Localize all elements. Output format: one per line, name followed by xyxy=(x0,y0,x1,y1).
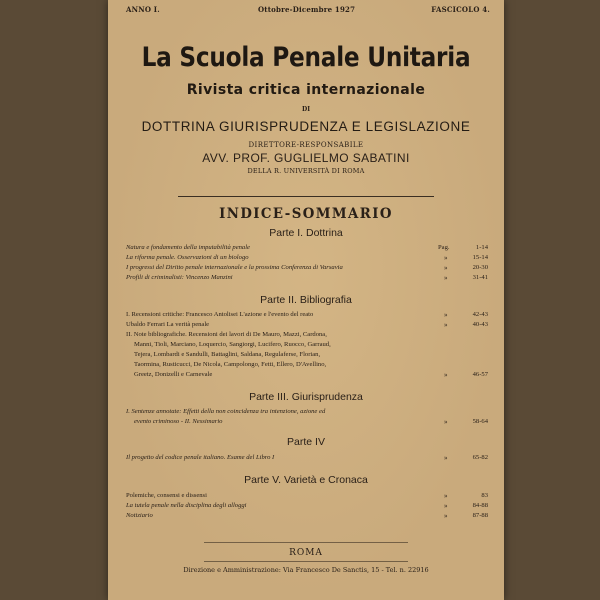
entry-pages: 65-82 xyxy=(472,454,488,461)
index-entry: I. Recensioni critiche: Francesco Antolisei L'azione e l'evento del reato xyxy=(126,311,314,318)
ditto-mark: » xyxy=(444,418,448,426)
entry-pages: 58-64 xyxy=(472,418,488,425)
index-entry: Taormina, Rusticucci, De Nicola, Campolongo, Fetti, Ellero, D'Avellino, xyxy=(134,361,327,368)
entry-pages: 20-30 xyxy=(472,264,488,271)
part-title: Parte IV xyxy=(287,436,325,448)
index-entry: La tutela penale nella disciplina degli alloggi xyxy=(126,502,247,509)
entry-pages: 1-14 xyxy=(475,244,488,251)
fascicolo-label: FASCICOLO 4. xyxy=(431,5,490,14)
entry-pages: 84-88 xyxy=(472,502,488,509)
index-heading: INDICE-SOMMARIO xyxy=(219,206,393,222)
index-entry: Tejera, Lombardi e Sandulli, Battaglini, Saldana, Regulaferse, Florian, xyxy=(134,351,321,358)
journal-title: La Scuola Penale Unitaria xyxy=(141,42,471,73)
journal-cover-page xyxy=(108,0,504,600)
ditto-mark: » xyxy=(444,311,448,319)
index-entry: Profili di criminalisti: Vincenzo Manzini xyxy=(126,274,233,281)
index-entry: Greetz, Donizelli e Carnevale xyxy=(134,371,213,378)
index-entry: Manni, Tioli, Marciano, Loquercio, Sangiorgi, Lucifero, Ruocco, Garraud, xyxy=(134,341,331,348)
part-title: Parte I. Dottrina xyxy=(269,227,343,239)
issue-period: Ottobre-Dicembre 1927 xyxy=(258,5,356,14)
index-entry: evento criminoso - II. Nessimario xyxy=(134,418,223,425)
ditto-mark: » xyxy=(444,371,448,379)
journal-subtitle: Rivista critica internazionale xyxy=(186,82,426,98)
index-entry: I. Sentenze annotate: Effetti della non coincidenza tra intenzione, azione ed xyxy=(126,408,326,415)
entry-pages: 15-14 xyxy=(472,254,488,261)
index-entry: I progressi del Diritto penale internazionale e la prossima Conferenza di Varsavia xyxy=(126,264,343,271)
part-title: Parte V. Varietà e Cronaca xyxy=(244,474,368,486)
part-title: Parte II. Bibliografia xyxy=(260,294,352,306)
disciplines-line: DOTTRINA GIURISPRUDENZA E LEGISLAZIONE xyxy=(141,119,471,134)
part-title: Parte III. Giurisprudenza xyxy=(249,391,363,403)
entry-pages: 40-43 xyxy=(472,321,488,328)
ditto-mark: » xyxy=(444,492,448,500)
director-label: DIRETTORE-RESPONSABILE xyxy=(248,141,364,149)
ditto-mark: » xyxy=(444,321,448,329)
ditto-mark: » xyxy=(444,254,448,262)
ditto-mark: » xyxy=(444,264,448,272)
index-entry: Polemiche, consensi e dissensi xyxy=(126,492,207,499)
entry-pages: 87-88 xyxy=(472,512,488,519)
ditto-mark: » xyxy=(444,502,448,510)
ditto-mark: » xyxy=(444,512,448,520)
volume-label: ANNO I. xyxy=(126,5,160,14)
director-affiliation: DELLA R. UNIVERSITÀ DI ROMA xyxy=(247,167,365,175)
index-entry: Notiziario xyxy=(126,512,153,519)
index-entry: Ubaldo Ferrari La verità penale xyxy=(126,321,210,328)
masthead-di: DI xyxy=(301,106,310,113)
entry-pages: 42-43 xyxy=(472,311,488,318)
ditto-mark: » xyxy=(444,274,448,282)
director-name: AVV. PROF. GUGLIELMO SABATINI xyxy=(202,151,410,165)
pag-label: Pag. xyxy=(438,244,450,251)
footer-divider xyxy=(204,542,408,543)
footer-divider xyxy=(204,561,408,562)
masthead-divider xyxy=(178,196,434,197)
index-entry: Natura e fondamento della imputabilità penale xyxy=(126,244,250,251)
ditto-mark: » xyxy=(444,454,448,462)
entry-pages: 31-41 xyxy=(472,274,488,281)
footer-address: Direzione e Amministrazione: Via Francesco De Sanctis, 15 - Tel. n. 22916 xyxy=(183,566,429,574)
entry-pages: 46-57 xyxy=(472,371,488,378)
footer-city: ROMA xyxy=(289,548,323,558)
index-entry: II. Note bibliografiche. Recensioni dei lavori di De Mauro, Mazzi, Cardona, xyxy=(126,331,327,338)
index-entry: Il progetto del codice penale italiano. Esame del Libro I xyxy=(126,454,275,461)
index-entry: La riforma penale. Osservazioni di un biologo xyxy=(126,254,249,261)
entry-pages: 83 xyxy=(481,492,488,499)
